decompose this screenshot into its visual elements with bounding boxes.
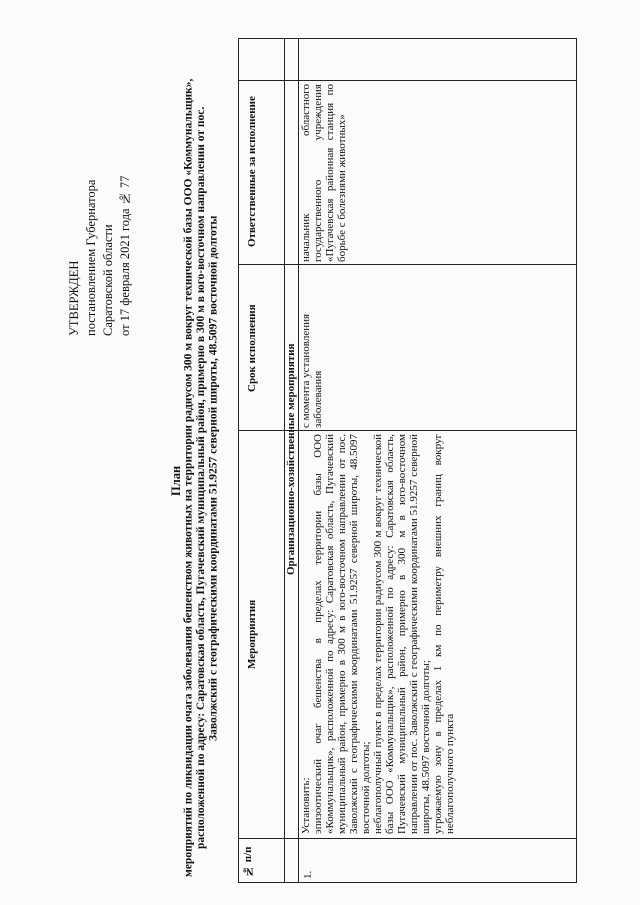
- section-title: Организационно-хозяйственные мероприятия: [285, 343, 297, 575]
- row1-measure: Установить: эпизоотический очаг бешенства в пределах территории базы ООО «Коммунальщик», расположенной по адресу: Саратовская область, Пугачевский муниципальный район, примерно в 300 м в юго-восточном направлении от пос. Заволжский с географическими координатами 51.9257 северной широты, 48.5097 восточной долготы; неблагополучный пункт в пределах территории радиусом 300 м вокруг технической базы ООО «Коммунальщик», расположенной по адресу: Саратовская область, Пугачевский муниципальный район, примерно в 300 м в юго-восточном направлении от пос. Заволжский с географическими координатами 51.9257 северной широты, 48.5097 восточной долготы; угрожаемую зону в пределах 1 км по периметру внешних границ вокруг неблагополучного пункта: [300, 434, 456, 834]
- row1-responsible: начальник областного государственного учреждения «Пугачевская районная станция по борьбе с болезнями животных»: [300, 84, 348, 262]
- header-term: Срок исполнения: [246, 304, 258, 392]
- title-heading: План: [169, 465, 183, 497]
- approval-stamp: [66, 96, 170, 336]
- row1-num: 1.: [302, 870, 314, 879]
- header-separator-line: [238, 80, 577, 81]
- measures-table: [238, 38, 577, 883]
- approval-line-2: постановлением Губернатора: [84, 179, 98, 336]
- col-sep-num: [238, 838, 577, 839]
- approval-line-1: УТВЕРЖДЕН: [67, 260, 81, 336]
- approval-line-3: Саратовской области: [101, 224, 115, 336]
- row1-term: с момента установления заболевания: [300, 313, 324, 428]
- header-measures: Мероприятия: [246, 599, 258, 669]
- header-responsible: Ответственные за исполнение: [246, 96, 258, 248]
- title-subtitle: мероприятий по ликвидации очага заболевания бешенством животных на территории радиусом 300 м вокруг технической базы ООО «Коммунальщик», расположенной по адресу: Саратовская область, Пугачевский муниципальный район, примерно в 300 м в юго-восточном направлении от пос. Заволжский с географическими координатами 51.9257 северной широты, 48.5097 восточной долготы: [182, 78, 220, 878]
- header-num: № п/п: [242, 846, 254, 878]
- approval-line-4: от 17 февраля 2021 года № 77: [118, 175, 132, 336]
- section-bottom-line: [298, 38, 299, 883]
